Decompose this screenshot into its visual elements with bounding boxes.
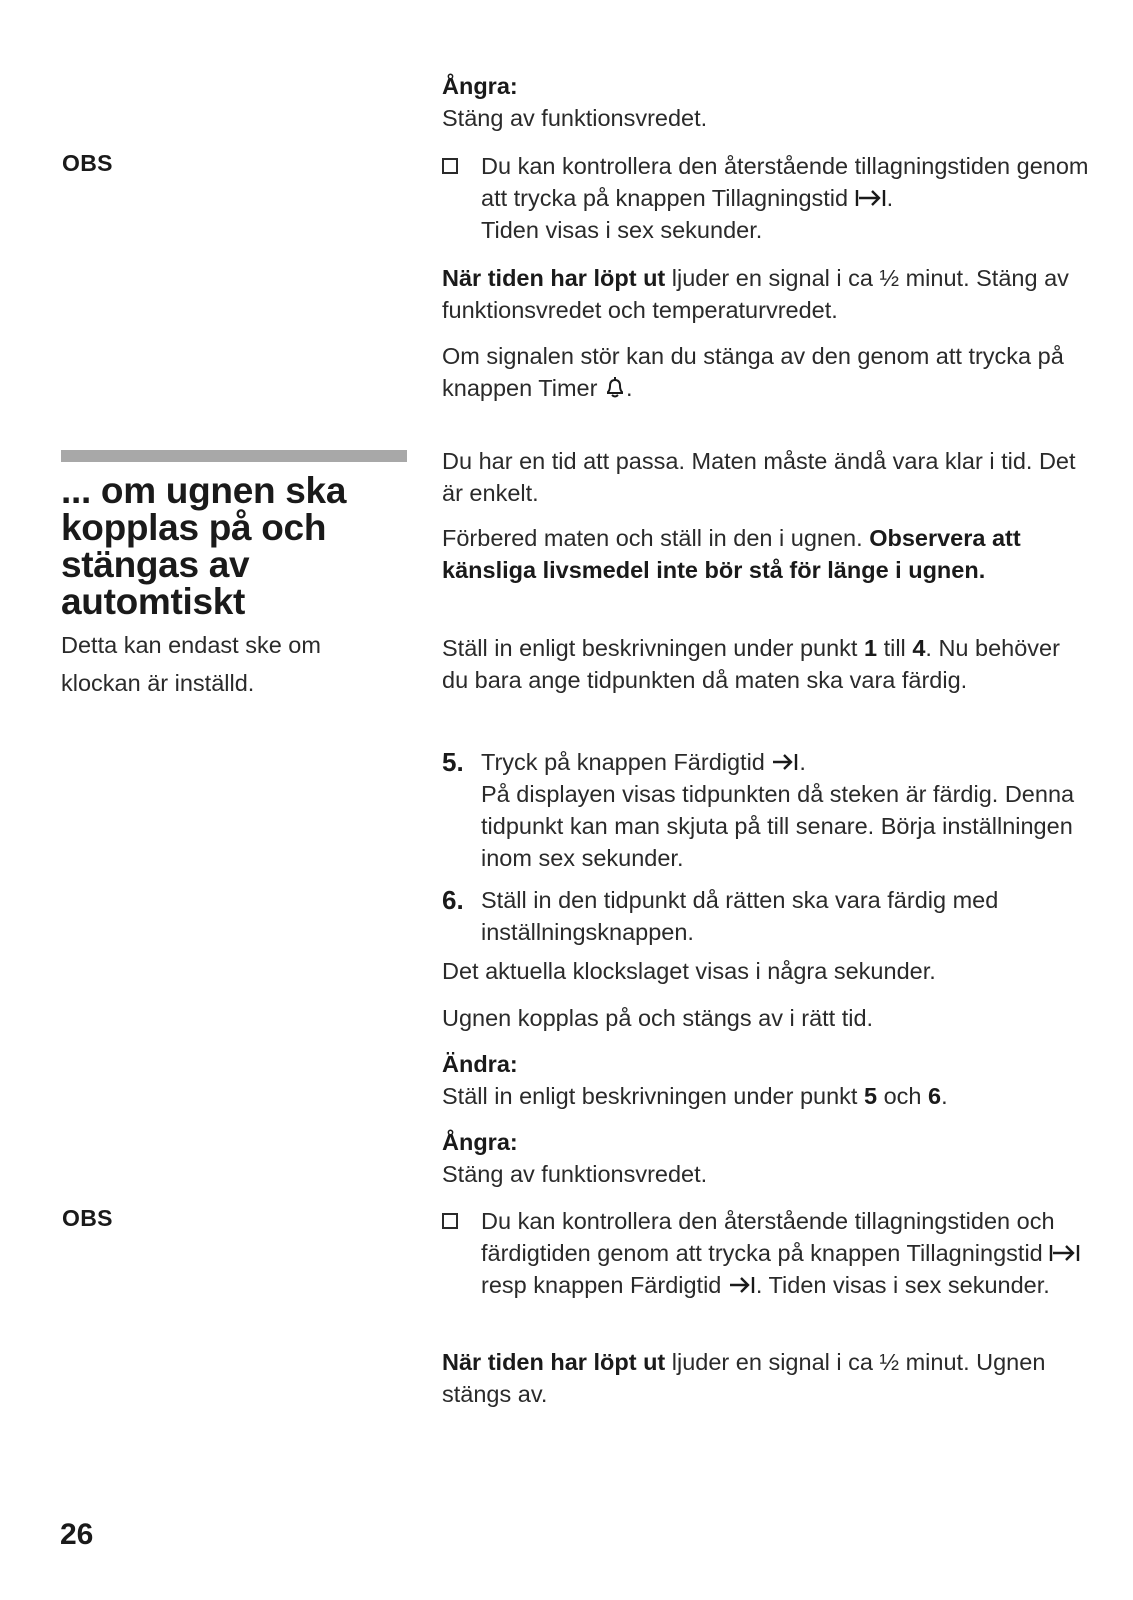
setup-step-start: 1 [863, 635, 878, 661]
time-up-top [442, 262, 1082, 326]
undo-text: Stäng av funktionsvredet. [442, 105, 708, 131]
cooking-time-icon [1049, 1240, 1081, 1266]
bell-icon: . [604, 375, 633, 401]
cooking-time-icon: . [855, 185, 894, 211]
check-text-c: . Tiden visas i sex sekunder. [755, 1272, 1050, 1298]
time-up-rest-bottom: ljuder en signal i ca ½ minut. Ugnen stängs av. [442, 1349, 1046, 1407]
page-number: 26 [60, 1518, 94, 1551]
obs-label-top: OBS [62, 150, 113, 176]
intro-text: Du har en tid att passa. Maten måste ändå vara klar i tid. Det är enkelt. [442, 448, 1076, 506]
step-6-number: 6. [442, 885, 464, 915]
prepare-paragraph [442, 522, 1082, 586]
check-note-bottom [481, 1205, 1091, 1301]
undo-block-top [442, 70, 1082, 134]
check-note-top [481, 150, 1091, 246]
obs-label-bottom: OBS [62, 1205, 113, 1231]
undo-label: Ångra: [442, 73, 518, 99]
change-och: och [883, 1083, 922, 1109]
auto-paragraph [442, 1002, 1082, 1034]
undo-label-bottom: Ångra: [442, 1129, 518, 1155]
end-time-icon: . [771, 749, 806, 775]
check-text-2: Tiden visas i sex sekunder. [481, 217, 763, 243]
time-up-bold-bottom: När tiden har löpt ut [442, 1349, 666, 1375]
signal-text: Om signalen stör kan du stänga av den genom att trycka på knappen Timer [442, 343, 1064, 401]
change-period: . [941, 1083, 948, 1109]
check-text-1: Du kan kontrollera den återstående tillagningstiden genom att trycka på knappen Tillagningstid [481, 153, 1089, 211]
end-time-icon [728, 1272, 756, 1298]
auto-text: Ugnen kopplas på och stängs av i rätt tid. [442, 1005, 874, 1031]
change-label: Ändra: [442, 1051, 518, 1077]
step-5 [481, 746, 1091, 874]
step-5-detail: På displayen visas tidpunkten då steken är färdig. Denna tidpunkt kan man skjuta på till senare. Börja inställningen inom sex sekunder. [481, 781, 1075, 871]
setup-step-end: 4 [912, 635, 926, 661]
change-step-start: 5 [863, 1083, 878, 1109]
change-step-end: 6 [928, 1083, 942, 1109]
step-5-number: 5. [442, 747, 464, 777]
prepare-text: Förbered maten och ställ in den i ugnen. [442, 525, 863, 551]
undo-block-bottom [442, 1126, 1082, 1190]
time-up-bottom [442, 1346, 1082, 1410]
undo-text-bottom: Stäng av funktionsvredet. [442, 1161, 708, 1187]
check-text-b: resp knappen Färdigtid [481, 1272, 722, 1298]
step-5-text: Tryck på knappen Färdigtid [481, 749, 765, 775]
check-text-a: Du kan kontrollera den återstående tillagningstiden och färdigtiden genom att trycka på knappen Tillagningstid [481, 1208, 1055, 1266]
step-6 [481, 884, 1091, 948]
time-up-bold: När tiden har löpt ut [442, 265, 666, 291]
setup-paragraph [442, 632, 1082, 696]
signal-note [442, 340, 1082, 404]
change-block [442, 1048, 1082, 1112]
step-6-text: Ställ in den tidpunkt då rätten ska vara färdig med inställningsknappen. [481, 887, 999, 945]
section-subtitle: Detta kan endast ske om klockan är inställd. [61, 632, 321, 696]
section-bar [61, 450, 407, 462]
clock-paragraph [442, 955, 1082, 987]
time-up-rest: ljuder en signal i ca ½ minut. Stäng av funktionsvredet och temperaturvredet. [442, 265, 1069, 323]
change-text: Ställ in enligt beskrivningen under punkt [442, 1083, 858, 1109]
setup-text: Ställ in enligt beskrivningen under punkt [442, 635, 858, 661]
intro-paragraph [442, 445, 1082, 509]
section-heading-block [61, 472, 407, 702]
setup-till: till [883, 635, 906, 661]
clock-text: Det aktuella klockslaget visas i några sekunder. [442, 958, 936, 984]
section-heading: ... om ugnen ska kopplas på och stängas av automtiskt [61, 470, 347, 622]
prepare-warning: Observera att känsliga livsmedel inte bör stå för länge i ugnen. [442, 525, 1021, 583]
setup-rest: . Nu behöver du bara ange tidpunkten då maten ska vara färdig. [442, 635, 1060, 693]
